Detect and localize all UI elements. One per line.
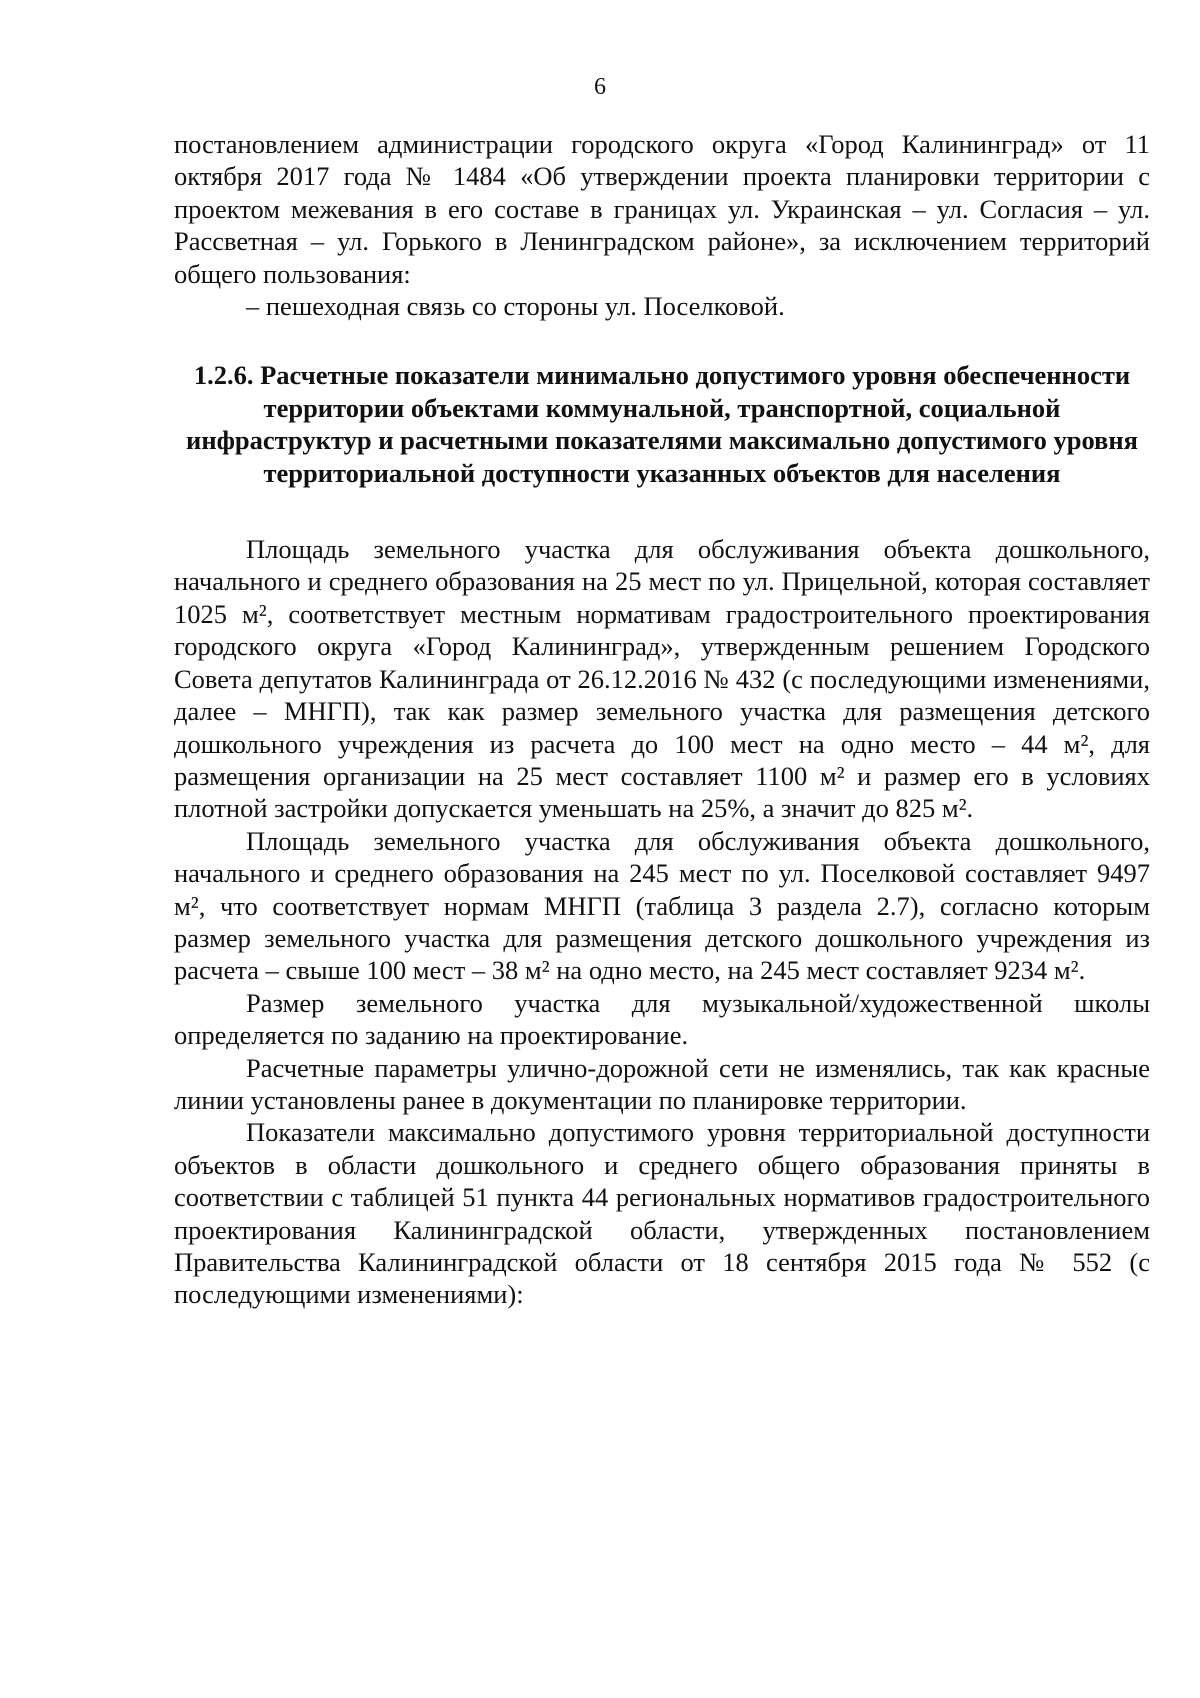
paragraph-body: Расчетные параметры улично-дорожной сети не изменялись, так как красные линии установлены ранее в документации по планировке территории. (174, 1052, 1150, 1115)
document-body (174, 128, 1150, 1311)
paragraph-exception-item: – пешеходная связь со стороны ул. Поселковой. (246, 291, 785, 322)
section-heading: 1.2.6. Расчетные показатели минимально допустимого уровня обеспеченности территории объектами коммунальной, транспортной, социальной инфраструктур и расчетными показателями максимально допустимого уровня территориальной доступности указанных объектов для населения (186, 360, 1138, 488)
paragraph-body: Размер земельного участка для музыкальной/художественной школы определяется по заданию на проектирование. (174, 987, 1150, 1051)
paragraph-continuation: постановлением администрации городского округа «Город Калининград» от 11 октября 2017 года № 1484 «Об утверждении проекта планировки территории с проектом межевания в его составе в границах ул. Украинская – ул. Согласия – ул. Рассветная – ул. Горького в Ленинградском районе», за исключением территорий общего пользования: (174, 129, 1150, 289)
paragraph-body: Показатели максимально допустимого уровня территориальной доступности объектов в области дошкольного и среднего общего образования приняты в соответствии с таблицей 51 пункта 44 региональных нормативов градостроительного проектирования Калининградской области, утвержденных постановлением Правительства Калининградской области от 18 сентября 2015 года № 552 (с последующими изменениями): (174, 1117, 1150, 1310)
paragraph-body: Площадь земельного участка для обслуживания объекта дошкольного, начального и среднего образования на 245 мест по ул. Поселковой составляет 9497 м², что соответствует нормам МНГП (таблица 3 раздела 2.7), согласно которым размер земельного участка для размещения детского дошкольного учреждения из расчета – свыше 100 мест – 38 м² на одно место, на 245 мест составляет 9234 м². (174, 825, 1150, 986)
paragraph-body: Площадь земельного участка для обслуживания объекта дошкольного, начального и среднего образования на 25 мест по ул. Прицельной, которая составляет 1025 м², соответствует местным нормативам градостроительного проектирования городского округа «Город Калининград», утвержденным решением Городского Совета депутатов Калининграда от 26.12.2016 № 432 (с последующими изменениями, далее – МНГП), так как размер земельного участка для размещения детского дошкольного учреждения из расчета до 100 мест на одно место – 44 м², для размещения организации на 25 мест составляет 1100 м² и размер его в условиях плотной застройки допускается уменьшать на 25%, а значит до 825 м². (174, 534, 1150, 824)
page-number: 6 (594, 74, 606, 100)
